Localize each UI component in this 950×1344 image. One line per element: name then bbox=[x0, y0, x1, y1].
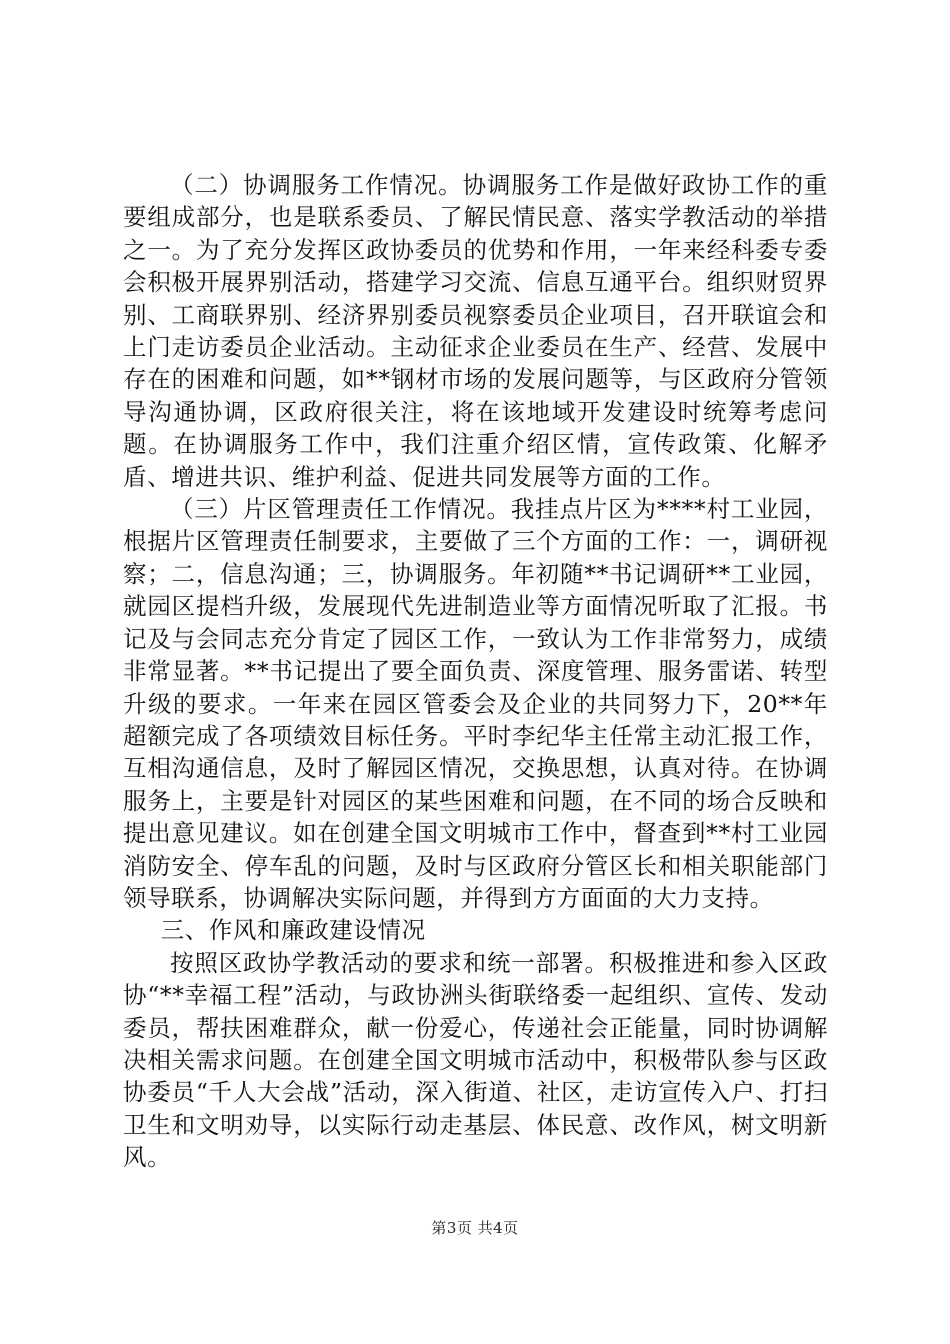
paragraph-coordination-service: （二）协调服务工作情况。协调服务工作是做好政协工作的重要组成部分，也是联系委员、了解民情民意、落实学教活动的举措之一。为了充分发挥区政协委员的优势和作用，一年来经科委专委会积极开展界别活动，搭建学习交流、信息互通平台。组织财贸界别、工商联界别、经济界别委员视察委员企业项目，召开联谊会和上门走访委员企业活动。主动征求企业委员在生产、经营、发展中存在的困难和问题，如**钢材市场的发展问题等，与区政府分管领导沟通协调，区政府很关注，将在该地域开发建设时统筹考虑问题。在协调服务工作中，我们注重介绍区情，宣传政策、化解矛盾、增进共识、维护利益、促进共同发展等方面的工作。 bbox=[123, 171, 828, 491]
section-heading-work-style: 三、作风和廉政建设情况 bbox=[160, 916, 426, 945]
paragraph-work-style: 按照区政协学教活动的要求和统一部署。积极推进和参入区政协“**幸福工程”活动，与政协洲头街联络委一起组织、宣传、发动委员，帮扶困难群众，献一份爱心，传递社会正能量，同时协调解决相关需求问题。在创建全国文明城市活动中，积极带队参与区政协委员“千人大会战”活动，深入街道、社区，走访宣传入户、打扫卫生和文明劝导，以实际行动走基层、体民意、改作风，树文明新风。 bbox=[123, 948, 828, 1172]
paragraph-district-management: （三）片区管理责任工作情况。我挂点片区为****村工业园，根据片区管理责任制要求，主要做了三个方面的工作：一，调研视察；二，信息沟通；三，协调服务。年初随**书记调研**工业园，就园区提档升级，发展现代先进制造业等方面情况听取了汇报。书记及与会同志充分肯定了园区工作，一致认为工作非常努力，成绩非常显著。**书记提出了要全面负责、深度管理、服务雷诺、转型升级的要求。一年来在园区管委会及企业的共同努力下，20**年超额完成了各项绩效目标任务。平时李纪华主任常主动汇报工作，互相沟通信息，及时了解园区情况，交换思想，认真对待。在协调服务上，主要是针对园区的某些困难和问题，在不同的场合反映和提出意见建议。如在创建全国文明城市工作中，督查到**村工业园消防安全、停车乱的问题，及时与区政府分管区长和相关职能部门领导联系，协调解决实际问题，并得到方方面面的大力支持。 bbox=[123, 495, 828, 912]
document-body bbox=[123, 169, 828, 1174]
page-number-footer: 第3页 共4页 bbox=[431, 1219, 519, 1237]
